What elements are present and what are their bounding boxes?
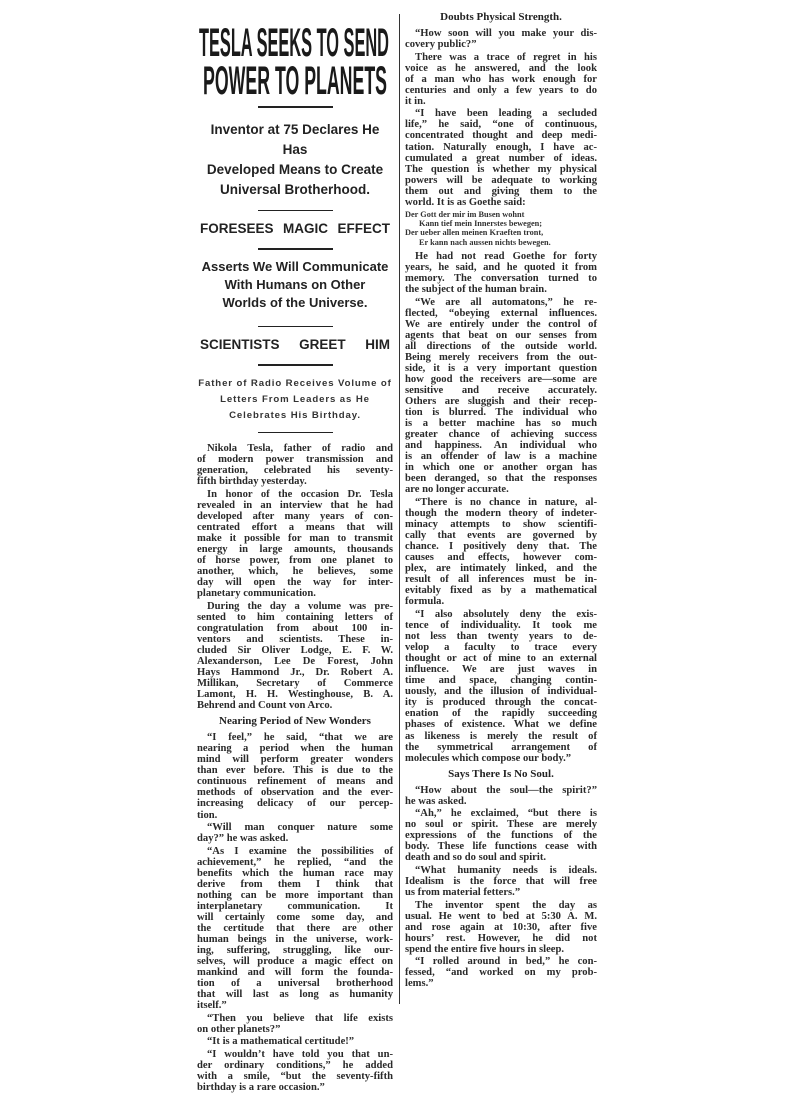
text-line: life,” he said, “one of continuous,	[405, 119, 597, 131]
text-line: Lamont, H. H. Westinghouse, B. A.	[197, 689, 393, 701]
poem-line: Der ueber allen meinen Kraeften tront,	[405, 228, 544, 238]
text-line: energy in large amounts, thousands	[197, 543, 393, 555]
text-line: ing, suffering, struggling, like our-	[197, 945, 393, 957]
text-line: though the modern theory of indeter-	[405, 508, 597, 520]
divider-rule	[258, 210, 333, 212]
poem-line: Kann tief mein Innerstes bewegen;	[419, 219, 543, 229]
text-line: expressions of the functions of the	[405, 830, 597, 842]
paragraph	[197, 1036, 393, 1047]
text-line: not less than twenty years to de-	[405, 631, 597, 643]
text-line: in which one or another organ has	[405, 462, 597, 474]
text-line: covery public?”	[405, 39, 477, 51]
text-line: the symmetrical arrangement of	[405, 741, 597, 753]
text-line: molecules which compose our body.”	[405, 752, 572, 764]
deck-line: Letters From Leaders as He	[220, 393, 370, 405]
paragraph	[197, 489, 393, 599]
subheadline-1	[197, 120, 393, 200]
divider-rule	[258, 364, 333, 366]
text-line: cumulated a great number of ideas.	[405, 152, 597, 164]
text-line: no soul or spirit. These are merely	[405, 819, 597, 831]
text-line: world. It is as Goethe said:	[405, 196, 526, 208]
paragraph	[197, 601, 393, 711]
text-line: causes and effects, however com-	[405, 552, 597, 564]
text-line: tion is blurred. The individual who	[405, 407, 597, 419]
text-line: mind will perform greater wonders	[197, 754, 393, 766]
poem-line: Der Gott der mir im Busen wohnt	[405, 209, 525, 219]
text-line: The inventor spent the day as	[415, 899, 597, 911]
text-line: The question is whether my physical	[405, 163, 597, 175]
paragraph	[405, 808, 597, 863]
text-line: body. These life functions cease with	[405, 841, 597, 853]
paragraph	[405, 497, 597, 607]
text-line: day will open the way for inter-	[197, 577, 393, 589]
section-subheading: Doubts Physical Strength.	[440, 11, 562, 23]
text-line: Hays Hammond Jr., Dr. Robert A.	[197, 666, 393, 678]
text-line: tion.	[197, 809, 218, 821]
text-line: of a man who has work enough for	[405, 73, 597, 85]
text-line: enation of the rapidly succeeding	[405, 708, 597, 720]
crossline-word: MAGIC	[283, 221, 329, 236]
text-line: chance. I positively deny that. The	[405, 541, 597, 553]
text-line: all directions of the outside world.	[405, 340, 597, 352]
deck-line: Inventor at 75 Declares He Has	[210, 121, 380, 157]
text-line: is a better machine has so much	[405, 418, 597, 430]
poem-line: Er kann nach aussen nichts bewegen.	[419, 237, 551, 247]
crossline-word: SCIENTISTS	[200, 337, 280, 352]
text-line: methods of observation and the ever-	[197, 787, 393, 799]
text-line: of modern power transmission and	[197, 454, 393, 466]
text-line: Others are sluggish and their recep-	[405, 396, 597, 408]
text-line: fifth birthday yesterday.	[197, 476, 307, 488]
text-line: In honor of the occasion Dr. Tesla	[207, 488, 393, 500]
paragraph	[405, 609, 597, 764]
text-line: us from material fetters.”	[405, 887, 521, 899]
text-line: birthday is a rare occasion.”	[197, 1082, 325, 1094]
text-line: “Will man conquer nature some	[207, 822, 393, 834]
text-line: death and so do soul and spirit.	[405, 852, 547, 864]
text-line: We are entirely under the control of	[405, 318, 597, 330]
text-line: “What humanity needs is ideals.	[415, 865, 597, 877]
paragraph	[405, 52, 597, 107]
text-line: generation, celebrated his seventy-	[197, 465, 393, 477]
text-line: “I feel,” he said, “that we are	[207, 732, 393, 744]
text-line: that will last as long as humanity	[197, 989, 393, 1001]
text-line: congratulation from about 100 in-	[197, 622, 393, 634]
text-line: selves, will produce a magic effect on	[197, 956, 393, 968]
text-line: During the day a volume was pre-	[207, 600, 393, 612]
text-line: tation. Naturally enough, I have ac-	[405, 141, 597, 153]
text-line: revealed in an interview that he had	[197, 499, 393, 511]
text-line: time and space, changing contin-	[405, 675, 597, 687]
goethe-quote	[405, 210, 597, 247]
deck-line: Celebrates His Birthday.	[229, 409, 361, 421]
text-line: Behrend and Count von Arco.	[197, 700, 333, 712]
text-line: nothing can be more important than	[197, 889, 393, 901]
text-line: “I have been leading a secluded	[415, 108, 597, 120]
divider-rule	[258, 326, 333, 328]
paragraph	[405, 900, 597, 955]
divider-rule	[258, 248, 333, 250]
text-line: “It is a mathematical certitude!”	[207, 1036, 355, 1048]
text-line: how good the receivers are—some are	[405, 374, 597, 385]
text-line: evitably fixed as by a mathematical	[405, 585, 597, 597]
text-line: derive from them I think that	[197, 878, 393, 890]
paragraph	[405, 28, 597, 50]
paragraph	[197, 846, 393, 1012]
text-line: on other planets?”	[197, 1023, 281, 1035]
text-line: plex, are intimately linked, and the	[405, 563, 597, 575]
headline-line-2: POWER TO PLANETS	[203, 59, 387, 98]
text-line: der ordinary conditions,” he added	[197, 1060, 393, 1072]
text-line: “How soon will you make your dis-	[415, 28, 597, 40]
text-line: formula.	[405, 596, 445, 608]
paragraph	[197, 822, 393, 844]
text-line: cally that events are governed by	[405, 530, 597, 542]
deck-line: Asserts We Will Communicate	[201, 258, 389, 274]
text-line: Being merely receivers from the out-	[405, 351, 597, 363]
crossline-word: GREET	[299, 337, 346, 352]
text-line: the certitude that there are other	[197, 922, 393, 934]
divider-rule	[258, 432, 333, 434]
text-line: interplanetary communication. It	[197, 900, 393, 912]
text-line: are no longer accurate.	[405, 484, 509, 496]
text-line: make it possible for man to transmit	[197, 532, 393, 544]
text-line: developed after many years of con-	[197, 510, 393, 522]
text-line: uously, and the illusion of individual-	[405, 686, 597, 698]
text-line: another, which, he believes, some	[197, 566, 393, 578]
text-line: will certainly come some day, and	[197, 911, 393, 923]
text-line: increasing delicacy of our percep-	[197, 798, 393, 810]
text-line: Idealism is the force that will free	[405, 876, 597, 888]
text-line: velop a faculty to trace every	[405, 642, 597, 654]
text-line: been deranged, so that the responses	[405, 473, 597, 485]
text-line: itself.”	[197, 1000, 227, 1012]
text-line: thought or act of mine to an external	[405, 653, 597, 665]
text-line: “I wouldn’t have told you that un-	[207, 1048, 393, 1060]
paragraph	[405, 785, 597, 807]
crossline-foresees-magic-effect	[197, 221, 393, 236]
text-line: human beings in the universe, work-	[197, 934, 393, 946]
text-line: memory. The conversation turned to	[405, 273, 597, 285]
paragraph	[405, 956, 597, 989]
text-line: “I also absolutely deny the exis-	[415, 608, 597, 620]
text-line: hours’ rest. However, he did not	[405, 932, 597, 944]
paragraph	[197, 1049, 393, 1093]
text-line: them out and giving them to the	[405, 185, 597, 197]
column-divider	[399, 14, 400, 1004]
text-line: centuries and only a few years to do	[405, 84, 597, 96]
text-line: nearing a period when the human	[197, 743, 393, 755]
text-line: with a smile, “but the seventy-fifth	[197, 1071, 393, 1083]
paragraph	[405, 108, 597, 207]
text-line: There was a trace of regret in his	[415, 51, 597, 63]
text-line: ity is produced through the concat-	[405, 697, 597, 709]
paragraph	[405, 251, 597, 295]
article-body-left	[197, 443, 393, 1093]
text-line: influence. We are just waves in	[405, 664, 597, 676]
article-body-right	[405, 12, 597, 990]
crossline-scientists-greet-him	[197, 337, 393, 352]
text-line: “Ah,” he exclaimed, “but there is	[415, 808, 597, 820]
divider-rule	[258, 106, 333, 108]
text-line: usual. He went to bed at 5:30 A. M.	[405, 910, 597, 922]
text-line: centrated effort a means that will	[197, 521, 393, 533]
deck-line: Father of Radio Receives Volume of	[198, 377, 392, 389]
subheadline-3	[197, 376, 393, 424]
text-line: tion of a universal brotherhood	[197, 978, 393, 990]
paragraph	[405, 297, 597, 496]
text-line: he was asked.	[405, 795, 467, 807]
text-line: “Then you believe that life exists	[207, 1012, 393, 1024]
section-subheading: Nearing Period of New Wonders	[219, 715, 371, 728]
crossline-word: EFFECT	[337, 221, 390, 236]
left-column	[197, 0, 393, 1095]
text-line: achievement,” he replied, “and the	[197, 856, 393, 868]
text-line: is an offender of law is a machine	[405, 451, 597, 463]
paragraph	[197, 1013, 393, 1035]
text-line: years, he said, and he quoted it from	[405, 262, 597, 274]
paragraph	[197, 443, 393, 487]
text-line: Millikan, Secretary of Commerce	[197, 677, 393, 689]
text-line: concentrated thought and deep medi-	[405, 130, 597, 142]
text-line: He had not read Goethe for forty	[415, 250, 597, 262]
deck-line: Universal Brotherhood.	[219, 181, 371, 197]
text-line: fessed, “and worked on my prob-	[405, 967, 597, 979]
text-line: Alexanderson, Lee De Forest, John	[197, 655, 393, 667]
text-line: than ever before. This is due to the	[197, 765, 393, 777]
text-line: planetary communication.	[197, 588, 316, 600]
subheadline-2	[197, 258, 393, 312]
text-line: the subject of the human brain.	[405, 284, 547, 296]
text-line: powers will be adequate to working	[405, 174, 597, 186]
text-line: agents that beat on our senses from	[405, 329, 597, 341]
text-line: mankind and will form the founda-	[197, 967, 393, 979]
paragraph	[405, 865, 597, 898]
text-line: flected, “obeying external influences.	[405, 307, 597, 319]
text-line: and rose again at 10:30, after five	[405, 921, 597, 933]
headline-line-1: TESLA SEEKS TO SEND	[199, 22, 389, 65]
text-line: benefits which the human race may	[197, 867, 393, 879]
text-line: greater chance of achieving success	[405, 429, 597, 441]
crossline-word: HIM	[365, 337, 390, 352]
text-line: Nikola Tesla, father of radio and	[207, 443, 393, 454]
crossline-word: FORESEES	[200, 221, 274, 236]
text-line: result of all inferences must be in-	[405, 574, 597, 586]
text-line: lems.”	[405, 978, 434, 990]
paragraph	[197, 732, 393, 820]
text-line: “I rolled around in bed,” he con-	[415, 956, 597, 968]
text-line: side, it is a very important question	[405, 362, 597, 374]
text-line: of horse power, from one planet to	[197, 554, 393, 566]
text-line: cluded Sir Oliver Lodge, E. F. W.	[197, 644, 393, 656]
text-line: spend the entire five hours in sleep.	[405, 943, 565, 955]
text-line: sented to him containing letters of	[197, 611, 393, 623]
text-line: sensitive and receive accurately.	[405, 385, 597, 397]
text-line: tence of individuality. It took me	[405, 620, 597, 632]
text-line: phases of existence. What we define	[405, 719, 597, 731]
text-line: “How about the soul—the spirit?”	[415, 784, 597, 796]
text-line: “There is no chance in nature, al-	[415, 497, 597, 509]
text-line: it in.	[405, 95, 426, 107]
deck-line: Developed Means to Create	[206, 161, 384, 177]
text-line: minacy attempts to show scientifi-	[405, 519, 597, 531]
section-subheading: Says There Is No Soul.	[448, 767, 554, 780]
text-line: voice as he answered, and the look	[405, 62, 597, 74]
text-line: ventors and scientists. These in-	[197, 633, 393, 645]
headline	[197, 22, 393, 98]
right-column	[405, 0, 597, 991]
deck-line: Worlds of the Universe.	[222, 294, 368, 310]
text-line: as likeness is merely the result of	[405, 730, 597, 742]
text-line: day?” he was asked.	[197, 833, 289, 845]
text-line: “As I examine the possibilities of	[207, 845, 393, 857]
text-line: “We are all automatons,” he re-	[415, 296, 597, 308]
text-line: and happiness. An individual who	[405, 440, 597, 452]
text-line: continuous refinement of means and	[197, 776, 393, 788]
deck-line: With Humans on Other	[224, 276, 366, 292]
